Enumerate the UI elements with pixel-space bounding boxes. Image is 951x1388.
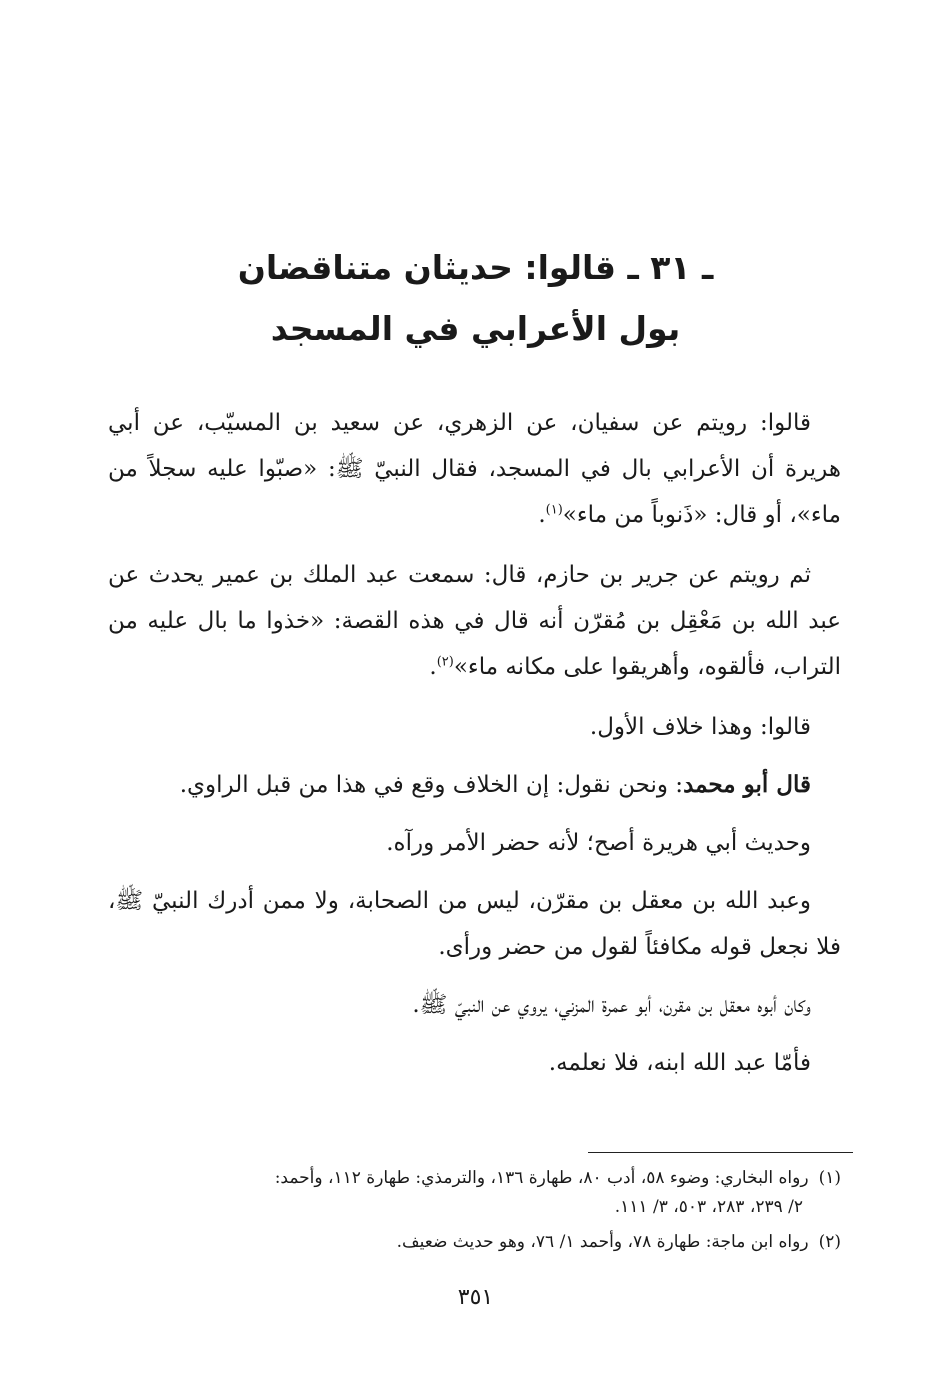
footnote-divider bbox=[588, 1152, 853, 1153]
chapter-subtitle: بول الأعرابي في المسجد bbox=[270, 309, 681, 348]
paragraph-text: قالوا: رويتم عن سفيان، عن الزهري، عن سعيد بن المسيّب، عن أبي هريرة أن الأعرابي بال في المسجد، فقال النبيّ ﷺ: «صبّوا عليه سجلاً من ماء»، أو قال: «ذَنوباً من ماء» bbox=[108, 410, 841, 528]
paragraph-7 bbox=[108, 982, 841, 1028]
paragraph-8 bbox=[108, 1040, 841, 1086]
main-text bbox=[108, 400, 841, 1098]
paragraph-2 bbox=[108, 552, 841, 690]
paragraph-text: وكان أبوه معقل بن مقرن، أبو عمرة المزني، يروي عن النبيّ ﷺ. bbox=[412, 992, 811, 1018]
chapter-title: ـ ٣١ ـ قالوا: حديثان متناقضان bbox=[237, 248, 714, 287]
footnote-1 bbox=[108, 1164, 841, 1222]
footnote-continuation: ٢/ ٢٣٩، ٢٨٣، ٥٠٣، ٣/ ١١١. bbox=[614, 1197, 803, 1217]
paragraph-1 bbox=[108, 400, 841, 538]
footnote-ref-1: (١) bbox=[545, 502, 563, 518]
paragraph-tail: . bbox=[429, 654, 437, 680]
paragraph-6 bbox=[108, 878, 841, 970]
paragraph-4 bbox=[108, 762, 841, 808]
paragraph-text: وعبد الله بن معقل بن مقرّن، ليس من الصحابة، ولا ممن أدرك النبيّ ﷺ، فلا نجعل قوله مكافئاً لقول من حضر ورأى. bbox=[108, 888, 841, 960]
footnote-line bbox=[108, 1228, 841, 1257]
footnote-ref-2: (٢) bbox=[436, 654, 454, 670]
footnote-line bbox=[108, 1164, 841, 1193]
footnotes bbox=[108, 1164, 841, 1263]
paragraph-text: وحديث أبي هريرة أصح؛ لأنه حضر الأمر ورآه. bbox=[386, 830, 811, 856]
footnote-number: (٢) bbox=[818, 1232, 841, 1252]
paragraph-5 bbox=[108, 820, 841, 866]
page-number: ٣٥١ bbox=[457, 1285, 494, 1310]
paragraph-tail: . bbox=[538, 502, 546, 528]
footnote-text: رواه البخاري: وضوء ٥٨، أدب ٨٠، طهارة ١٣٦، والترمذي: طهارة ١١٢، وأحمد: bbox=[274, 1168, 809, 1188]
paragraph-text: : ونحن نقول: إن الخلاف وقع في هذا من قبل الراوي. bbox=[179, 772, 684, 798]
footnote-text: رواه ابن ماجة: طهارة ٧٨، وأحمد ١/ ٧٦، وهو حديث ضعيف. bbox=[396, 1232, 809, 1252]
footnote-number: (١) bbox=[818, 1168, 841, 1188]
speaker-name: قال أبو محمد bbox=[683, 771, 811, 798]
paragraph-text: قالوا: وهذا خلاف الأول. bbox=[589, 714, 811, 740]
paragraph-text: ثم رويتم عن جرير بن حازم، قال: سمعت عبد الملك بن عمير يحدث عن عبد الله بن مَعْقِل بن مُقرّن أنه قال في هذه القصة: «خذوا ما بال عليه من التراب، فألقوه، وأهريقوا على مكانه ماء» bbox=[108, 562, 841, 680]
paragraph-text: فأمّا عبد الله ابنه، فلا نعلمه. bbox=[548, 1050, 811, 1076]
footnote-2 bbox=[108, 1228, 841, 1257]
paragraph-3 bbox=[108, 704, 841, 750]
